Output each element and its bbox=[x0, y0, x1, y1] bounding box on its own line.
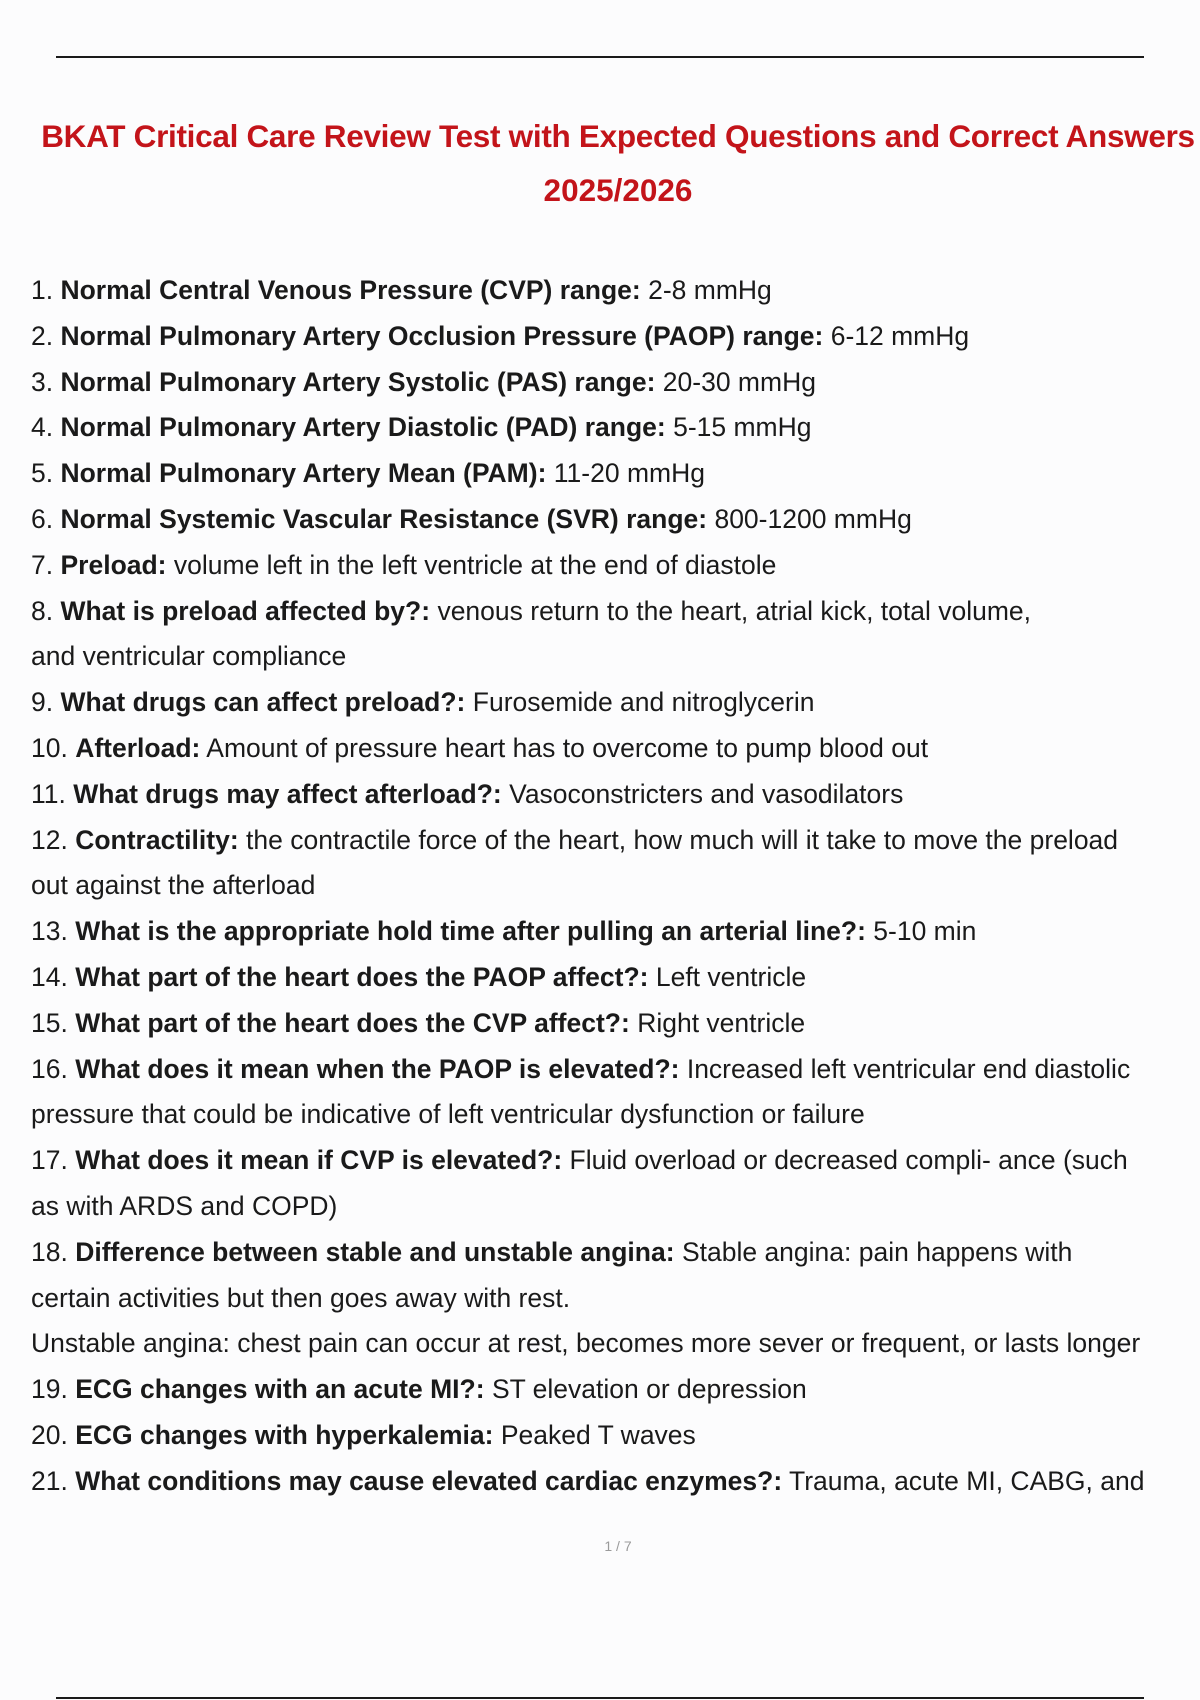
item-number: 8. bbox=[31, 595, 54, 626]
item-number: 4. bbox=[31, 412, 54, 443]
qa-item bbox=[31, 1001, 1200, 1047]
qa-item bbox=[31, 955, 1200, 1001]
answer-text: Left ventricle bbox=[655, 961, 807, 992]
question-text: Preload: bbox=[60, 549, 167, 580]
item-number: 21. bbox=[31, 1465, 68, 1496]
question-text: Normal Central Venous Pressure (CVP) range: bbox=[60, 275, 641, 305]
question-text: Contractility: bbox=[75, 824, 239, 855]
answer-continuation: out against the afterload bbox=[31, 870, 316, 901]
item-number: 12. bbox=[31, 824, 68, 855]
item-number: 11. bbox=[31, 778, 66, 809]
item-number: 3. bbox=[31, 366, 54, 397]
item-number: 16. bbox=[31, 1053, 68, 1084]
answer-continuation: certain activities but then goes away with rest. bbox=[31, 1282, 571, 1313]
question-text: What does it mean when the PAOP is elevated?: bbox=[75, 1053, 680, 1084]
qa-item bbox=[31, 1413, 1200, 1459]
item-number: 14. bbox=[31, 961, 68, 992]
question-list bbox=[31, 268, 1200, 1505]
page-indicator: 1 / 7 bbox=[604, 1538, 632, 1554]
answer-text: 5-10 min bbox=[873, 916, 977, 947]
question-text: ECG changes with hyperkalemia: bbox=[75, 1419, 494, 1450]
qa-item bbox=[31, 314, 1200, 360]
question-text: What drugs may affect afterload?: bbox=[73, 778, 502, 809]
question-text: What is the appropriate hold time after pulling an arterial line?: bbox=[75, 916, 866, 947]
answer-text: 6-12 mmHg bbox=[830, 320, 970, 351]
item-number: 2. bbox=[31, 320, 54, 351]
item-number: 18. bbox=[31, 1236, 68, 1267]
answer-text: Amount of pressure heart has to overcome to pump blood out bbox=[206, 732, 929, 763]
qa-item bbox=[31, 451, 1200, 497]
answer-continuation: and ventricular compliance bbox=[31, 641, 347, 672]
answer-text: 2-8 mmHg bbox=[648, 275, 772, 305]
question-text: Normal Systemic Vascular Resistance (SVR) range: bbox=[60, 503, 708, 534]
item-number: 5. bbox=[31, 458, 54, 489]
qa-item bbox=[31, 497, 1200, 543]
item-number: 19. bbox=[31, 1374, 68, 1405]
answer-continuation: pressure that could be indicative of left ventricular dysfunction or failure bbox=[31, 1099, 865, 1130]
answer-continuation: Unstable angina: chest pain can occur at rest, becomes more sever or frequent, or lasts longer bbox=[31, 1328, 1141, 1359]
question-text: What drugs can affect preload?: bbox=[60, 687, 466, 718]
item-number: 1. bbox=[31, 275, 54, 305]
answer-text: Peaked T waves bbox=[500, 1419, 696, 1450]
document-subtitle: 2025/2026 bbox=[543, 172, 693, 208]
question-text: What conditions may cause elevated cardiac enzymes?: bbox=[75, 1465, 783, 1496]
item-number: 6. bbox=[31, 503, 54, 534]
item-number: 9. bbox=[31, 687, 54, 718]
bottom-rule bbox=[56, 1697, 1144, 1699]
qa-item bbox=[31, 1459, 1200, 1505]
answer-text: venous return to the heart, atrial kick, total volume, bbox=[437, 595, 1032, 626]
qa-item bbox=[31, 405, 1200, 451]
question-text: Normal Pulmonary Artery Occlusion Pressure (PAOP) range: bbox=[60, 320, 824, 351]
qa-item bbox=[31, 726, 1200, 772]
question-text: ECG changes with an acute MI?: bbox=[75, 1374, 485, 1405]
question-text: What part of the heart does the CVP affect?: bbox=[75, 1007, 630, 1038]
question-text: Normal Pulmonary Artery Mean (PAM): bbox=[60, 458, 547, 489]
answer-text: Right ventricle bbox=[637, 1007, 806, 1038]
question-text: Difference between stable and unstable angina: bbox=[75, 1236, 675, 1267]
qa-item bbox=[31, 543, 1200, 589]
answer-continuation: as with ARDS and COPD) bbox=[31, 1190, 338, 1221]
question-text: What part of the heart does the PAOP affect?: bbox=[75, 961, 649, 992]
answer-text: Vasoconstricters and vasodilators bbox=[509, 778, 904, 809]
answer-text: 11-20 mmHg bbox=[553, 458, 705, 489]
answer-text: 5-15 mmHg bbox=[673, 412, 812, 443]
answer-text: Fluid overload or decreased compli- ance (such bbox=[569, 1145, 1128, 1176]
qa-item bbox=[31, 268, 1200, 314]
answer-text: Stable angina: pain happens with bbox=[681, 1236, 1073, 1267]
qa-item bbox=[31, 772, 1200, 818]
answer-text: 800-1200 mmHg bbox=[714, 503, 912, 534]
item-number: 15. bbox=[31, 1007, 68, 1038]
qa-item bbox=[31, 1047, 1200, 1139]
item-number: 20. bbox=[31, 1419, 68, 1450]
question-text: Afterload: bbox=[75, 732, 201, 763]
item-number: 13. bbox=[31, 916, 68, 947]
answer-text: Furosemide and nitroglycerin bbox=[472, 687, 815, 718]
qa-item bbox=[31, 1138, 1200, 1230]
document-title: BKAT Critical Care Review Test with Expected Questions and Correct Answers bbox=[41, 118, 1195, 154]
question-text: Normal Pulmonary Artery Diastolic (PAD) range: bbox=[60, 412, 666, 443]
answer-text: 20-30 mmHg bbox=[662, 366, 816, 397]
item-number: 7. bbox=[31, 549, 54, 580]
qa-item bbox=[31, 680, 1200, 726]
answer-text: Trauma, acute MI, CABG, and bbox=[789, 1465, 1145, 1496]
qa-item bbox=[31, 909, 1200, 955]
item-number: 10. bbox=[31, 732, 68, 763]
answer-text: Increased left ventricular end diastolic bbox=[686, 1053, 1131, 1084]
answer-text: ST elevation or depression bbox=[491, 1374, 807, 1405]
top-rule bbox=[56, 56, 1144, 58]
qa-item bbox=[31, 360, 1200, 406]
qa-item bbox=[31, 818, 1200, 910]
answer-text: the contractile force of the heart, how much will it take to move the preload bbox=[246, 824, 1119, 855]
question-text: What does it mean if CVP is elevated?: bbox=[75, 1145, 563, 1176]
qa-item bbox=[31, 589, 1200, 681]
question-text: What is preload affected by?: bbox=[60, 595, 431, 626]
answer-text: volume left in the left ventricle at the end of diastole bbox=[173, 549, 777, 580]
qa-item bbox=[31, 1367, 1200, 1413]
question-text: Normal Pulmonary Artery Systolic (PAS) range: bbox=[60, 366, 656, 397]
item-number: 17. bbox=[31, 1145, 68, 1176]
qa-item bbox=[31, 1230, 1200, 1367]
